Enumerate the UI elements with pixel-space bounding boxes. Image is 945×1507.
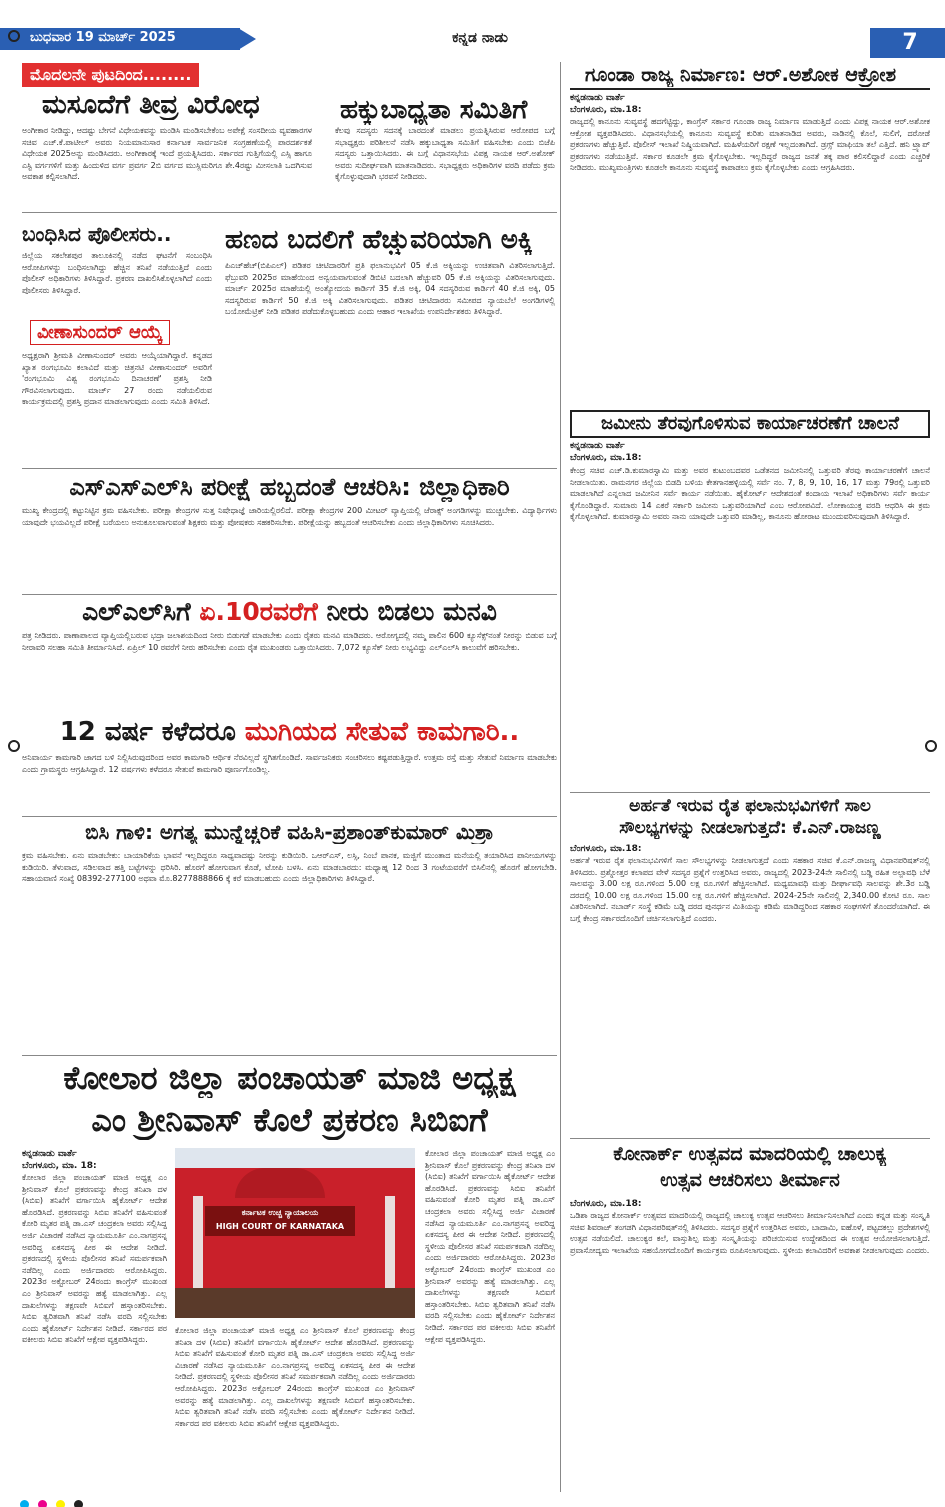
- konark-headline-line1: ಕೋನಾರ್ಕ್ ಉತ್ಸವದ ಮಾದರಿಯಲ್ಲಿ ಚಾಲುಕ್ಯ: [613, 1143, 887, 1165]
- rule: [570, 88, 930, 90]
- llc-headline-part2: ಏ.10ರವರೆಗೆ: [199, 597, 318, 626]
- bridge-headline-part2: ಮುಗಿಯದ ಸೇತುವೆ ಕಾಮಗಾರಿ..: [244, 717, 520, 747]
- rule: [22, 594, 557, 595]
- llc-headline: [22, 597, 557, 627]
- kolar-body-cont: ಕೋಲಾರ ಜಿಲ್ಲಾ ಪಂಚಾಯತ್ ಮಾಜಿ ಅಧ್ಯಕ್ಷ ಎಂ ಶ್ರೀನಿವಾಸ್ ಕೊಲೆ ಪ್ರಕರಣವನ್ನು ಕೇಂದ್ರ ತನಿಖಾ ದಳ (ಸಿಬಿಐ) ತನಿಖೆಗೆ ವರ್ಗಾಯಿಸಿ ಹೈಕೋರ್ಟ್ ಆದೇಶ ಹೊರಡಿಸಿದೆ. ಪ್ರಕರಣವನ್ನು ಸಿಬಿಐ ತನಿಖೆಗೆ ವಹಿಸುವಂತೆ ಕೋರಿ ಮೃತರ ಪತ್ನಿ ಡಾ.ಎಸ್ ಚಂದ್ರಕಲಾ ಅವರು ಸಲ್ಲಿಸಿದ್ದ ಅರ್ಜಿ ವಿಚಾರಣೆ ನಡೆಸಿದ ನ್ಯಾಯಮೂರ್ತಿ ಎಂ.ನಾಗಪ್ರಸನ್ನ ಅವರಿದ್ದ ಏಕಸದಸ್ಯ ಪೀಠ ಈ ಆದೇಶ ನೀಡಿದೆ. ಪ್ರಕರಣದಲ್ಲಿ ಸ್ಥಳೀಯ ಪೊಲೀಸರ ತನಿಖೆ ಸಮರ್ಪಕವಾಗಿ ನಡೆದಿಲ್ಲ ಎಂದು ಅರ್ಜಿದಾರರು ಆರೋಪಿಸಿದ್ದರು. 2023ರ ಅಕ್ಟೋಬರ್ 24ರಂದು ಕಾಂಗ್ರೆಸ್ ಮುಖಂಡ ಎಂ ಶ್ರೀನಿವಾಸ್ ಅವರನ್ನು ಹತ್ಯೆ ಮಾಡಲಾಗಿತ್ತು. ಎಲ್ಲ ದಾಖಲೆಗಳನ್ನು ತಕ್ಷಣವೇ ಸಿಬಿಐಗೆ ಹಸ್ತಾಂತರಿಸಬೇಕು. ಸಿಬಿಐ ತ್ವರಿತವಾಗಿ ತನಿಖೆ ನಡೆಸಿ ವರದಿ ಸಲ್ಲಿಸಬೇಕು ಎಂದು ಹೈಕೋರ್ಟ್ ನಿರ್ದೇಶನ ನೀಡಿದೆ. ಸರ್ಕಾರದ ಪರ ವಕೀಲರು ಸಿಬಿಐ ತನಿಖೆಗೆ ಆಕ್ಷೇಪ ವ್ಯಕ್ತಪಡಿಸಿದ್ದರು.: [175, 1326, 415, 1428]
- police-body: ಜಿಲ್ಲೆಯ ಸಕಲೇಶಪುರ ತಾಲೂಕಿನಲ್ಲಿ ನಡೆದ ಘಟನೆಗೆ ಸಂಬಂಧಿಸಿ ಆರೋಪಿಗಳನ್ನು ಬಂಧಿಸಲಾಗಿದ್ದು ಹೆಚ್ಚಿನ ತನಿಖೆ ನಡೆಯುತ್ತಿದೆ ಎಂದು ಪೊಲೀಸ್ ಅಧಿಕಾರಿಗಳು ತಿಳಿಸಿದ್ದಾರೆ. ಪ್ರಕರಣ ದಾಖಲಿಸಿಕೊಳ್ಳಲಾಗಿದೆ ಎಂದು ಪೊಲೀಸರು ತಿಳಿಸಿದ್ದಾರೆ.: [22, 251, 212, 295]
- land-body: ಕೇಂದ್ರ ಸಚಿವ ಎಚ್.ಡಿ.ಕುಮಾರಸ್ವಾಮಿ ಮತ್ತು ಅವರ ಕುಟುಂಬದವರ ಒಡೆತನದ ಜಮೀನಿನಲ್ಲಿ ಒತ್ತುವರಿ ತೆರವು ಕಾರ್ಯಾಚರಣೆಗೆ ಚಾಲನೆ ನೀಡಲಾಯಿತು. ರಾಮನಗರ ಜಿಲ್ಲೆಯ ಬಿಡದಿ ಬಳಿಯ ಕೇತಗಾನಹಳ್ಳಿಯಲ್ಲಿ ಸರ್ವೆ ನಂ. 7, 8, 9, 10, 16, 17 ಮತ್ತು 79ರಲ್ಲಿ ಒತ್ತುವರಿ ಮಾಡಲಾಗಿದೆ ಎನ್ನಲಾದ ಜಮೀನಿನ ಸರ್ವೆ ಕಾರ್ಯ ನಡೆಯಿತು. ಹೈಕೋರ್ಟ್ ಆದೇಶದಂತೆ ಕಂದಾಯ ಇಲಾಖೆ ಅಧಿಕಾರಿಗಳು ಸರ್ವೆ ಕಾರ್ಯ ಕೈಗೊಂಡಿದ್ದಾರೆ. ಸುಮಾರು 14 ಎಕರೆ ಸರ್ಕಾರಿ ಜಮೀನು ಒತ್ತುವರಿಯಾಗಿದೆ ಎಂಬ ಆರೋಪವಿದೆ. ಲೋಕಾಯುಕ್ತ ವರದಿ ಆಧರಿಸಿ ಈ ಕ್ರಮ ಕೈಗೊಳ್ಳಲಾಗಿದೆ. ಕುಮಾರಸ್ವಾಮಿ ಅವರು ನಾನು ಯಾವುದೇ ಒತ್ತುವರಿ ಮಾಡಿಲ್ಲ, ಕಾನೂನು ಹೋರಾಟ ಮುಂದುವರಿಸುವುದಾಗಿ ತಿಳಿಸಿದ್ದಾರೆ.: [570, 466, 930, 522]
- kolar-body: ಕೋಲಾರ ಜಿಲ್ಲಾ ಪಂಚಾಯತ್ ಮಾಜಿ ಅಧ್ಯಕ್ಷ ಎಂ ಶ್ರೀನಿವಾಸ್ ಕೊಲೆ ಪ್ರಕರಣವನ್ನು ಕೇಂದ್ರ ತನಿಖಾ ದಳ (ಸಿಬಿಐ) ತನಿಖೆಗೆ ವರ್ಗಾಯಿಸಿ ಹೈಕೋರ್ಟ್ ಆದೇಶ ಹೊರಡಿಸಿದೆ. ಪ್ರಕರಣವನ್ನು ಸಿಬಿಐ ತನಿಖೆಗೆ ವಹಿಸುವಂತೆ ಕೋರಿ ಮೃತರ ಪತ್ನಿ ಡಾ.ಎಸ್ ಚಂದ್ರಕಲಾ ಅವರು ಸಲ್ಲಿಸಿದ್ದ ಅರ್ಜಿ ವಿಚಾರಣೆ ನಡೆಸಿದ ನ್ಯಾಯಮೂರ್ತಿ ಎಂ.ನಾಗಪ್ರಸನ್ನ ಅವರಿದ್ದ ಏಕಸದಸ್ಯ ಪೀಠ ಈ ಆದೇಶ ನೀಡಿದೆ. ಪ್ರಕರಣದಲ್ಲಿ ಸ್ಥಳೀಯ ಪೊಲೀಸರ ತನಿಖೆ ಸಮರ್ಪಕವಾಗಿ ನಡೆದಿಲ್ಲ ಎಂದು ಅರ್ಜಿದಾರರು ಆರೋಪಿಸಿದ್ದರು. 2023ರ ಅಕ್ಟೋಬರ್ 24ರಂದು ಕಾಂಗ್ರೆಸ್ ಮುಖಂಡ ಎಂ ಶ್ರೀನಿವಾಸ್ ಅವರನ್ನು ಹತ್ಯೆ ಮಾಡಲಾಗಿತ್ತು. ಎಲ್ಲ ದಾಖಲೆಗಳನ್ನು ತಕ್ಷಣವೇ ಸಿಬಿಐಗೆ ಹಸ್ತಾಂತರಿಸಬೇಕು. ಸಿಬಿಐ ತ್ವರಿತವಾಗಿ ತನಿಖೆ ನಡೆಸಿ ವರದಿ ಸಲ್ಲಿಸಬೇಕು ಎಂದು ಹೈಕೋರ್ಟ್ ನಿರ್ದೇಶನ ನೀಡಿದೆ. ಸರ್ಕಾರದ ಪರ ವಕೀಲರು ಸಿಬಿಐ ತನಿಖೆಗೆ ಆಕ್ಷೇಪ ವ್ಯಕ್ತಪಡಿಸಿದ್ದರು.: [22, 1173, 167, 1345]
- land-byline: ಕನ್ನಡನಾಡು ವಾರ್ತೆ: [570, 441, 625, 451]
- photo-base: [175, 1288, 415, 1318]
- kolar-body-cont2: ಕೋಲಾರ ಜಿಲ್ಲಾ ಪಂಚಾಯತ್ ಮಾಜಿ ಅಧ್ಯಕ್ಷ ಎಂ ಶ್ರೀನಿವಾಸ್ ಕೊಲೆ ಪ್ರಕರಣವನ್ನು ಕೇಂದ್ರ ತನಿಖಾ ದಳ (ಸಿಬಿಐ) ತನಿಖೆಗೆ ವರ್ಗಾಯಿಸಿ ಹೈಕೋರ್ಟ್ ಆದೇಶ ಹೊರಡಿಸಿದೆ. ಪ್ರಕರಣವನ್ನು ಸಿಬಿಐ ತನಿಖೆಗೆ ವಹಿಸುವಂತೆ ಕೋರಿ ಮೃತರ ಪತ್ನಿ ಡಾ.ಎಸ್ ಚಂದ್ರಕಲಾ ಅವರು ಸಲ್ಲಿಸಿದ್ದ ಅರ್ಜಿ ವಿಚಾರಣೆ ನಡೆಸಿದ ನ್ಯಾಯಮೂರ್ತಿ ಎಂ.ನಾಗಪ್ರಸನ್ನ ಅವರಿದ್ದ ಏಕಸದಸ್ಯ ಪೀಠ ಈ ಆದೇಶ ನೀಡಿದೆ. ಪ್ರಕರಣದಲ್ಲಿ ಸ್ಥಳೀಯ ಪೊಲೀಸರ ತನಿಖೆ ಸಮರ್ಪಕವಾಗಿ ನಡೆದಿಲ್ಲ ಎಂದು ಅರ್ಜಿದಾರರು ಆರೋಪಿಸಿದ್ದರು. 2023ರ ಅಕ್ಟೋಬರ್ 24ರಂದು ಕಾಂಗ್ರೆಸ್ ಮುಖಂಡ ಎಂ ಶ್ರೀನಿವಾಸ್ ಅವರನ್ನು ಹತ್ಯೆ ಮಾಡಲಾಗಿತ್ತು. ಎಲ್ಲ ದಾಖಲೆಗಳನ್ನು ತಕ್ಷಣವೇ ಸಿಬಿಐಗೆ ಹಸ್ತಾಂತರಿಸಬೇಕು. ಸಿಬಿಐ ತ್ವರಿತವಾಗಿ ತನಿಖೆ ನಡೆಸಿ ವರದಿ ಸಲ್ಲಿಸಬೇಕು ಎಂದು ಹೈಕೋರ್ಟ್ ನಿರ್ದೇಶನ ನೀಡಿದೆ. ಸರ್ಕಾರದ ಪರ ವಕೀಲರು ಸಿಬಿಐ ತನಿಖೆಗೆ ಆಕ್ಷೇಪ ವ್ಯಕ್ತಪಡಿಸಿದ್ದರು.: [425, 1149, 555, 1344]
- photo-dome: [235, 1168, 325, 1198]
- farmers-headline-line2: ಸೌಲಭ್ಯಗಳನ್ನು ನೀಡಲಾಗುತ್ತದೆ: ಕೆ.ಎನ್.ರಾಜಣ್ಣ: [619, 818, 881, 838]
- goonda-headline: ಗೂಂಡಾ ರಾಜ್ಯ ನಿರ್ಮಾಣ: ಆರ್.ಅಶೋಕ ಆಕ್ರೋಶ: [585, 64, 896, 86]
- rule: [22, 468, 557, 469]
- high-court-photo: [175, 1148, 415, 1318]
- kolar-headline-line1: ಕೋಲಾರ ಜಿಲ್ಲಾ ಪಂಚಾಯತ್ ಮಾಜಿ ಅಧ್ಯಕ್ಷ: [63, 1059, 516, 1097]
- kolar-byline: ಕನ್ನಡನಾಡು ವಾರ್ತೆ: [22, 1149, 77, 1159]
- rule: [22, 212, 557, 213]
- issue-date: ಬುಧವಾರ 19 ಮಾರ್ಚ್ 2025: [30, 30, 176, 45]
- column-divider: [560, 62, 561, 1492]
- konark-dateline: ಬೆಂಗಳೂರು, ಮಾ.18:: [570, 1199, 642, 1209]
- rice-headline: ಹಣದ ಬದಲಿಗೆ ಹೆಚ್ಚುವರಿಯಾಗಿ ಅಕ್ಕಿ: [225, 225, 533, 255]
- sslc-headline: ಎಸ್‌ಎಸ್‌ಎಲ್‌ಸಿ ಪರೀಕ್ಷೆ ಹಬ್ಬದಂತೆ ಆಚರಿಸಿ: ಜಿಲ್ಲಾಧಿಕಾರಿ: [69, 473, 510, 501]
- konark-body: ಒಡಿಶಾ ರಾಜ್ಯದ ಕೋನಾರ್ಕ್ ಉತ್ಸವದ ಮಾದರಿಯಲ್ಲಿ ರಾಜ್ಯದಲ್ಲಿ ಚಾಲುಕ್ಯ ಉತ್ಸವ ಆಚರಿಸಲು ತೀರ್ಮಾನಿಸಲಾಗಿದೆ ಎಂದು ಕನ್ನಡ ಮತ್ತು ಸಂಸ್ಕೃತಿ ಸಚಿವ ಶಿವರಾಜ್ ತಂಗಡಗಿ ವಿಧಾನಪರಿಷತ್‌ನಲ್ಲಿ ತಿಳಿಸಿದರು. ಸದಸ್ಯರ ಪ್ರಶ್ನೆಗೆ ಉತ್ತರಿಸಿದ ಅವರು, ಬಾದಾಮಿ, ಐಹೊಳೆ, ಪಟ್ಟದಕಲ್ಲು ಪ್ರದೇಶಗಳಲ್ಲಿ ಉತ್ಸವ ನಡೆಯಲಿದೆ. ಚಾಲುಕ್ಯರ ಕಲೆ, ವಾಸ್ತುಶಿಲ್ಪ ಮತ್ತು ಸಂಸ್ಕೃತಿಯನ್ನು ಪರಿಚಯಿಸುವ ಉದ್ದೇಶದಿಂದ ಈ ಉತ್ಸವ ಆಯೋಜಿಸಲಾಗುತ್ತಿದೆ. ಪ್ರವಾಸೋದ್ಯಮ ಇಲಾಖೆಯ ಸಹಯೋಗದೊಂದಿಗೆ ಕಾರ್ಯಕ್ರಮ ರೂಪಿಸಲಾಗುವುದು. ಸ್ಥಳೀಯ ಕಲಾವಿದರಿಗೆ ಅವಕಾಶ ನೀಡಲಾಗುವುದು ಎಂದರು.: [570, 1211, 930, 1255]
- registration-mark-icon: [8, 30, 20, 42]
- page-number: 7: [902, 30, 918, 55]
- farmers-body: ಅರ್ಹತೆ ಇರುವ ರೈತ ಫಲಾನುಭವಿಗಳಿಗೆ ಸಾಲ ಸೌಲಭ್ಯಗಳನ್ನು ನೀಡಲಾಗುತ್ತದೆ ಎಂದು ಸಹಕಾರ ಸಚಿವ ಕೆ.ಎನ್.ರಾಜಣ್ಣ ವಿಧಾನಪರಿಷತ್‌ನಲ್ಲಿ ತಿಳಿಸಿದರು. ಪ್ರಶ್ನೋತ್ತರ ಕಲಾಪದ ವೇಳೆ ಸದಸ್ಯರ ಪ್ರಶ್ನೆಗೆ ಉತ್ತರಿಸಿದ ಅವರು, ರಾಜ್ಯದಲ್ಲಿ 2023-24ನೇ ಸಾಲಿನಲ್ಲಿ ಬಡ್ಡಿ ರಹಿತ ಅಲ್ಪಾವಧಿ ಬೆಳೆ ಸಾಲವನ್ನು 3.00 ಲಕ್ಷ ರೂ.ಗಳಿಂದ 5.00 ಲಕ್ಷ ರೂ.ಗಳಿಗೆ ಹೆಚ್ಚಿಸಲಾಗಿದೆ. ಮಧ್ಯಮಾವಧಿ ಮತ್ತು ದೀರ್ಘಾವಧಿ ಸಾಲವನ್ನು ಶೇ.3ರ ಬಡ್ಡಿ ದರದಲ್ಲಿ 10.00 ಲಕ್ಷ ರೂ.ಗಳಿಂದ 15.00 ಲಕ್ಷ ರೂ.ಗಳಿಗೆ ಹೆಚ್ಚಿಸಲಾಗಿದೆ. 2024-25ನೇ ಸಾಲಿನಲ್ಲಿ 2,340.00 ಕೋಟಿ ರೂ. ಸಾಲ ವಿತರಿಸಲಾಗಿದೆ. ನಬಾರ್ಡ್ ಸಂಸ್ಥೆ ಕಡಿಮೆ ಬಡ್ಡಿ ದರದ ಪುನರ್ಧನ ಮಿತಿಯನ್ನು ಕಡಿಮೆ ಮಾಡಿದ್ದರಿಂದ ಸಹಕಾರ ಸಂಘಗಳಿಗೆ ತೊಂದರೆಯಾಗಿದೆ. ಈ ಬಗ್ಗೆ ಕೇಂದ್ರ ಸರ್ಕಾರದೊಂದಿಗೆ ಚರ್ಚಿಸಲಾಗುತ್ತಿದೆ ಎಂದರು.: [570, 856, 930, 923]
- registration-mark-icon: [8, 740, 20, 752]
- yellow-dot-icon: [56, 1500, 65, 1507]
- rule: [22, 816, 557, 817]
- llc-headline-part3: ನೀರು ಬಿಡಲು ಮನವಿ: [326, 597, 497, 626]
- print-color-bar: [0, 1494, 945, 1507]
- photo-sign-english: HIGH COURT OF KARNATAKA: [215, 1222, 345, 1231]
- photo-sky: [175, 1148, 415, 1168]
- rule: [22, 1055, 557, 1056]
- rice-body: ಪಿಎಚ್‌ಹೆಚ್(ಬಿಪಿಎಲ್) ಪಡಿತರ ಚೀಟಿದಾರರಿಗೆ ಪ್ರತಿ ಫಲಾನುಭವಿಗೆ 05 ಕೆ.ಜಿ ಅಕ್ಕಿಯನ್ನು ಉಚಿತವಾಗಿ ವಿತರಿಸಲಾಗುತ್ತಿದೆ. ಫೆಬ್ರುವರಿ 2025ರ ಮಾಹೆಯಿಂದ ಅನ್ವಯವಾಗುವಂತೆ ಡಿಬಿಟಿ ಬದಲಾಗಿ ಹೆಚ್ಚುವರಿ 05 ಕೆ.ಜಿ ಅಕ್ಕಿಯನ್ನು ವಿತರಿಸಲಾಗುವುದು. ಮಾರ್ಚ್ 2025ರ ಮಾಹೆಯಲ್ಲಿ ಅಂತ್ಯೋದಯ ಕಾರ್ಡಿಗೆ 35 ಕೆ.ಜಿ ಅಕ್ಕಿ, 04 ಸದಸ್ಯರಿರುವ ಕಾರ್ಡಿಗೆ 40 ಕೆ.ಜಿ ಅಕ್ಕಿ, 05 ಸದಸ್ಯರಿರುವ ಕಾರ್ಡಿಗೆ 50 ಕೆ.ಜಿ ಅಕ್ಕಿ ವಿತರಿಸಲಾಗುವುದು. ಪಡಿತರ ಚೀಟಿದಾರರು ಸಮೀಪದ ನ್ಯಾಯಬೆಲೆ ಅಂಗಡಿಗಳಲ್ಲಿ ಬಯೋಮೆಟ್ರಿಕ್ ನೀಡಿ ಪಡಿತರ ಪಡೆದುಕೊಳ್ಳಬಹುದು ಎಂದು ಆಹಾರ ಇಲಾಖೆಯ ಉಪನಿರ್ದೇಶಕರು ತಿಳಿಸಿದ್ದಾರೆ.: [225, 261, 555, 317]
- kolar-dateline: ಬೆಂಗಳೂರು, ಮಾ. 18:: [22, 1161, 97, 1171]
- kolar-headline-line2: ಎಂ ಶ್ರೀನಿವಾಸ್ ಕೊಲೆ ಪ್ರಕರಣ ಸಿಬಿಐಗೆ: [91, 1101, 488, 1139]
- heat-headline: ಬಿಸಿ ಗಾಳಿ: ಅಗತ್ಯ ಮುನ್ನೆಚ್ಚರಿಕೆ ವಹಿಸಿ-ಪ್ರಶಾಂತ್‌ಕುಮಾರ್ ಮಿಶ್ರಾ: [85, 820, 494, 844]
- hakku-headline: ಹಕ್ಕುಬಾಧ್ಯತಾ ಸಮಿತಿಗೆ: [340, 95, 528, 125]
- llc-body: ಪತ್ರ ನೀಡಿದರು. ಪಾಣಾಪಾಲದ ವ್ಯಾಪ್ತಿಯಲ್ಲಿಬರುವ ಭದ್ರಾ ಜಲಾಶಯದಿಂದ ನೀರು ಬಿಡುಗಡೆ ಮಾಡಬೇಕು ಎಂದು ರೈತರು ಮನವಿ ಮಾಡಿದರು. ಆರೋಗ್ಯದಲ್ಲಿ ನಮ್ಮ ಪಾಲಿನ 600 ಕ್ಯೂಸೆಕ್ಸ್‌ನಂತೆ ನೀರನ್ನು ಬಿಡುವ ಬಗ್ಗೆ ನೀರಾವರಿ ಸಲಹಾ ಸಮಿತಿ ತೀರ್ಮಾನಿಸಿದೆ. ಏಪ್ರಿಲ್ 10 ರವರೆಗೆ ನೀರು ಹರಿಸಬೇಕು ಎಂದು ರೈತ ಮುಖಂಡರು ಒತ್ತಾಯಿಸಿದರು. 7,072 ಕ್ಯೂಸೆಕ್ ನೀರು ಲಭ್ಯವಿದ್ದು ಎಲ್‌ಎಲ್‌ಸಿ ಕಾಲುವೆಗೆ ಹರಿಸಬೇಕು.: [22, 631, 557, 652]
- konark-headline-line2: ಉತ್ಸವ ಆಚರಿಸಲು ತೀರ್ಮಾನ: [660, 1169, 840, 1191]
- photo-sign-kannada: ಕರ್ನಾಟಕ ಉಚ್ಚ ನ್ಯಾಯಾಲಯ: [241, 1208, 319, 1217]
- goonda-byline: ಕನ್ನಡನಾಡು ವಾರ್ತೆ: [570, 93, 625, 103]
- land-dateline: ಬೆಂಗಳೂರು, ಮಾ.18:: [570, 453, 642, 463]
- llc-headline-part1: ಎಲ್‌ಎಲ್‌ಸಿಗೆ: [82, 597, 191, 626]
- bridge-headline-part1: 12 ವರ್ಷ ಕಳೆದರೂ: [59, 717, 236, 747]
- farmers-dateline: ಬೆಂಗಳೂರು, ಮಾ.18:: [570, 844, 642, 854]
- cyan-dot-icon: [20, 1500, 29, 1507]
- goonda-dateline: ಬೆಂಗಳೂರು, ಮಾ.18:: [570, 105, 642, 115]
- bridge-body: ಅನಿವಾರ್ಯ ಕಾಮಗಾರಿ ಜಾಗದ ಬಳಿ ನಿಲ್ಲಿಸಿರುವುದರಿಂದ ಅವರ ಕಾಮಗಾರಿ ಆರ್ಥಿಕ ನೆರವಿಲ್ಲದೆ ಸ್ಥಗಿತಗೊಂಡಿದೆ. ಸಾರ್ವಜನಿಕರು ಸಂಚರಿಸಲು ಕಷ್ಟಪಡುತ್ತಿದ್ದಾರೆ. ಉತ್ತಮ ರಸ್ತೆ ಮತ್ತು ಸೇತುವೆ ನಿರ್ಮಾಣ ಮಾಡಬೇಕು ಎಂದು ಗ್ರಾಮಸ್ಥರು ಆಗ್ರಹಿಸಿದ್ದಾರೆ. 12 ವರ್ಷಗಳು ಕಳೆದರೂ ಸೇತುವೆ ಕಾಮಗಾರಿ ಪೂರ್ಣಗೊಂಡಿಲ್ಲ.: [22, 753, 557, 774]
- photo-sign: [205, 1206, 355, 1236]
- black-dot-icon: [74, 1500, 83, 1507]
- masood-body: ಅಂಗೀಕಾರ ನೀಡಿದ್ದು, ಆದಷ್ಟು ಬೇಗನೆ ವಿಧೇಯಕವನ್ನು ಮಂಡಿಸಿ ಮಂಡಿಸಬೇಕೆಂಬ ಅಪೇಕ್ಷೆ ಸಂಸದೀಯ ವ್ಯವಹಾರಗಳ ಸಚಿವ ಎಚ್.ಕೆ.ಪಾಟೀಲ್ ಅವರು ನಿಯಮಾನುಸಾರ ಕರ್ನಾಟಕ ಸಾರ್ವಜನಿಕ ಸಂಗ್ರಹಣೆಯಲ್ಲಿ ಪಾರದರ್ಶಕತೆ ವಿಧೇಯಕ 2025ಅನ್ನು ಮಂಡಿಸಿದರು. ಅಂಗೀಕಾರಕ್ಕೆ ಇಂದೆ ಪ್ರಯತ್ನಿಸಿದರು. ಸರ್ಕಾರದ ಗುತ್ತಿಗೆಯಲ್ಲಿ ಎಸ್ಸಿ ಹಾಗೂ ಎಸ್ಟಿ ವರ್ಗಗಳಿಗೆ ಮತ್ತು ಹಿಂದುಳಿದ ವರ್ಗ ಪ್ರವರ್ಗ 2ಬಿ ವರ್ಗದ ಮುಸ್ಲಿಮರಿಗೂ ಶೇ.4ರಷ್ಟು ಮೀಸಲಾತಿ ಒದಗಿಸುವ ಅವಕಾಶ ಕಲ್ಪಿಸಲಾಗಿದೆ.: [22, 126, 312, 182]
- hakku-body: ಕೆಲವು ಸದಸ್ಯರು ಸದನಕ್ಕೆ ಬಾರದಂತೆ ಮಾಡಲು ಪ್ರಯತ್ನಿಸಿರುವ ಆರೋಪದ ಬಗ್ಗೆ ಸಭಾಧ್ಯಕ್ಷರು ಪರಿಶೀಲನೆ ನಡೆಸಿ ಹಕ್ಕುಬಾಧ್ಯತಾ ಸಮಿತಿಗೆ ವಹಿಸಬೇಕು ಎಂದು ಬಿಜೆಪಿ ಸದಸ್ಯರು ಒತ್ತಾಯಿಸಿದರು. ಈ ಬಗ್ಗೆ ವಿಧಾನಸಭೆಯ ವಿಪಕ್ಷ ನಾಯಕ ಆರ್.ಅಶೋಕ್ ಅವರು ಸುದೀರ್ಘವಾಗಿ ಮಾತನಾಡಿದರು. ಸಭಾಧ್ಯಕ್ಷರು ಅಧಿಕಾರಿಗಳ ವರದಿ ಪಡೆದು ಕ್ರಮ ಕೈಗೊಳ್ಳುವುದಾಗಿ ಭರವಸೆ ನೀಡಿದರು.: [335, 126, 555, 182]
- sslc-body: ಮುಖ್ಯ ಕೇಂದ್ರದಲ್ಲಿ ಕಟ್ಟುನಿಟ್ಟಿನ ಕ್ರಮ ವಹಿಸಬೇಕು. ಪರೀಕ್ಷಾ ಕೇಂದ್ರಗಳ ಸುತ್ತ ನಿಷೇಧಾಜ್ಞೆ ಜಾರಿಯಲ್ಲಿರಲಿದೆ. ಪರೀಕ್ಷಾ ಕೇಂದ್ರಗಳ 200 ಮೀಟರ್ ವ್ಯಾಪ್ತಿಯಲ್ಲಿ ಜೆರಾಕ್ಸ್ ಅಂಗಡಿಗಳನ್ನು ಮುಚ್ಚಬೇಕು. ವಿದ್ಯಾರ್ಥಿಗಳು ಯಾವುದೇ ಭಯವಿಲ್ಲದೆ ಪರೀಕ್ಷೆ ಬರೆಯಲು ಅನುಕೂಲವಾಗುವಂತೆ ಶಿಕ್ಷಕರು ಮತ್ತು ಪೋಷಕರು ಸಹಕರಿಸಬೇಕು. ಪರೀಕ್ಷೆಯನ್ನು ಹಬ್ಬದಂತೆ ಆಚರಿಸಬೇಕು ಎಂದು ಜಿಲ್ಲಾಧಿಕಾರಿಗಳು ಸೂಚಿಸಿದರು.: [22, 506, 557, 527]
- masood-headline: ಮಸೂದೆಗೆ ತೀವ್ರ ವಿರೋಧ: [42, 90, 260, 120]
- section-kicker: ಮೊದಲನೇ ಪುಟದಿಂದ........: [22, 63, 199, 87]
- goonda-body: ರಾಜ್ಯದಲ್ಲಿ ಕಾನೂನು ಸುವ್ಯವಸ್ಥೆ ಹದಗೆಟ್ಟಿದ್ದು, ಕಾಂಗ್ರೆಸ್ ಸರ್ಕಾರ ಗೂಂಡಾ ರಾಜ್ಯ ನಿರ್ಮಾಣ ಮಾಡುತ್ತಿದೆ ಎಂದು ವಿಪಕ್ಷ ನಾಯಕ ಆರ್.ಅಶೋಕ ಆಕ್ರೋಶ ವ್ಯಕ್ತಪಡಿಸಿದರು. ವಿಧಾನಸಭೆಯಲ್ಲಿ ಕಾನೂನು ಸುವ್ಯವಸ್ಥೆ ಕುರಿತು ಮಾತನಾಡಿದ ಅವರು, ನಾಡಿನಲ್ಲಿ ಕೊಲೆ, ಸುಲಿಗೆ, ದರೋಡೆ ಪ್ರಕರಣಗಳು ಹೆಚ್ಚುತ್ತಿವೆ. ಪೊಲೀಸ್ ಇಲಾಖೆ ನಿಷ್ಕ್ರಿಯವಾಗಿದೆ. ಮಹಿಳೆಯರಿಗೆ ರಕ್ಷಣೆ ಇಲ್ಲದಂತಾಗಿದೆ. ಡ್ರಗ್ಸ್ ಮಾಫಿಯಾ ತಲೆ ಎತ್ತಿದೆ. ಹನಿ ಟ್ರ್ಯಾಪ್ ಪ್ರಕರಣಗಳು ನಡೆಯುತ್ತಿವೆ. ಸರ್ಕಾರ ಕೂಡಲೇ ಕ್ರಮ ಕೈಗೊಳ್ಳಬೇಕು. ಇಲ್ಲದಿದ್ದರೆ ರಾಜ್ಯದ ಜನತೆ ತಕ್ಕ ಪಾಠ ಕಲಿಸಲಿದ್ದಾರೆ ಎಂದು ಎಚ್ಚರಿಕೆ ನೀಡಿದರು. ಮುಖ್ಯಮಂತ್ರಿಗಳು ಕೂಡಲೇ ಕಾನೂನು ಸುವ್ಯವಸ್ಥೆ ಕಾಪಾಡಲು ಕ್ರಮ ಕೈಗೊಳ್ಳಬೇಕು ಎಂದು ಆಗ್ರಹಿಸಿದರು.: [570, 117, 930, 173]
- veena-body: ಅಧ್ಯಕ್ಷರಾಗಿ ಶ್ರೀಮತಿ ವೀಣಾಸುಂದರ್ ಅವರು ಆಯ್ಕೆಯಾಗಿದ್ದಾರೆ. ಕನ್ನಡದ ಖ್ಯಾತ ರಂಗಭೂಮಿ ಕಲಾವಿದೆ ಮತ್ತು ಚಿತ್ರನಟಿ ವೀಣಾಸುಂದರ್ ಅವರಿಗೆ 'ರಂಗಭೂಮಿ ವಿಶ್ವ ರಂಗಭೂಮಿ ದಿನಾಚರಣೆ' ಪ್ರಶಸ್ತಿ ನೀಡಿ ಗೌರವಿಸಲಾಗುವುದು. ಮಾರ್ಚ್ 27 ರಂದು ನಡೆಯಲಿರುವ ಕಾರ್ಯಕ್ರಮದಲ್ಲಿ ಪ್ರಶಸ್ತಿ ಪ್ರದಾನ ಮಾಡಲಾಗುವುದು ಎಂದು ಸಮಿತಿ ತಿಳಿಸಿದೆ.: [22, 351, 212, 407]
- bridge-headline: [22, 717, 557, 747]
- farmers-headline-line1: ಅರ್ಹತೆ ಇರುವ ರೈತ ಫಲಾನುಭವಿಗಳಿಗೆ ಸಾಲ: [629, 796, 871, 816]
- rule: [570, 792, 930, 793]
- heat-body: ಕ್ರಮ ವಹಿಸಬೇಕು. ಏನು ಮಾಡಬೇಕು: ಬಾಯಾರಿಕೆಯ ಭಾವನೆ ಇಲ್ಲದಿದ್ದರೂ ಸಾಧ್ಯವಾದಷ್ಟು ನೀರನ್ನು ಕುಡಿಯಿರಿ. ಒಆರ್‌ಎಸ್, ಲಸ್ಸಿ, ನಿಂಬೆ ಪಾನಕ, ಮಜ್ಜಿಗೆ ಮುಂತಾದ ಮನೆಯಲ್ಲಿ ತಯಾರಿಸಿದ ಪಾನೀಯಗಳನ್ನು ಕುಡಿಯಿರಿ. ತೆಳುವಾದ, ಸಡಿಲವಾದ ಹತ್ತಿ ಬಟ್ಟೆಗಳನ್ನು ಧರಿಸಿರಿ. ಹೊರಗೆ ಹೋಗುವಾಗ ಕೊಡೆ, ಟೋಪಿ ಬಳಸಿ. ಏನು ಮಾಡಬಾರದು: ಮಧ್ಯಾಹ್ನ 12 ರಿಂದ 3 ಗಂಟೆಯವರೆಗೆ ಬಿಸಿಲಿನಲ್ಲಿ ಹೊರಗೆ ಹೋಗಬೇಡಿ. ಸಹಾಯವಾಣಿ ಸಂಖ್ಯೆ 08392-277100 ಅಥವಾ ಮೊ.8277888866 ಕ್ಕೆ ಕರೆ ಮಾಡಬಹುದು ಎಂದು ಜಿಲ್ಲಾಧಿಕಾರಿಗಳು ತಿಳಿಸಿದ್ದಾರೆ.: [22, 851, 557, 884]
- veena-headline: ವೀಣಾಸುಂದರ್ ಆಯ್ಕೆ: [30, 320, 170, 345]
- masthead: ಕನ್ನಡ ನಾಡು: [452, 30, 508, 46]
- rule: [570, 1138, 930, 1139]
- police-headline: ಬಂಧಿಸಿದ ಪೊಲೀಸರು..: [22, 222, 172, 246]
- land-headline: ಜಮೀನು ತೆರವುಗೊಳಿಸುವ ಕಾರ್ಯಾಚರಣೆಗೆ ಚಾಲನೆ: [570, 410, 930, 438]
- magenta-dot-icon: [38, 1500, 47, 1507]
- header-date-arrow: [238, 28, 256, 50]
